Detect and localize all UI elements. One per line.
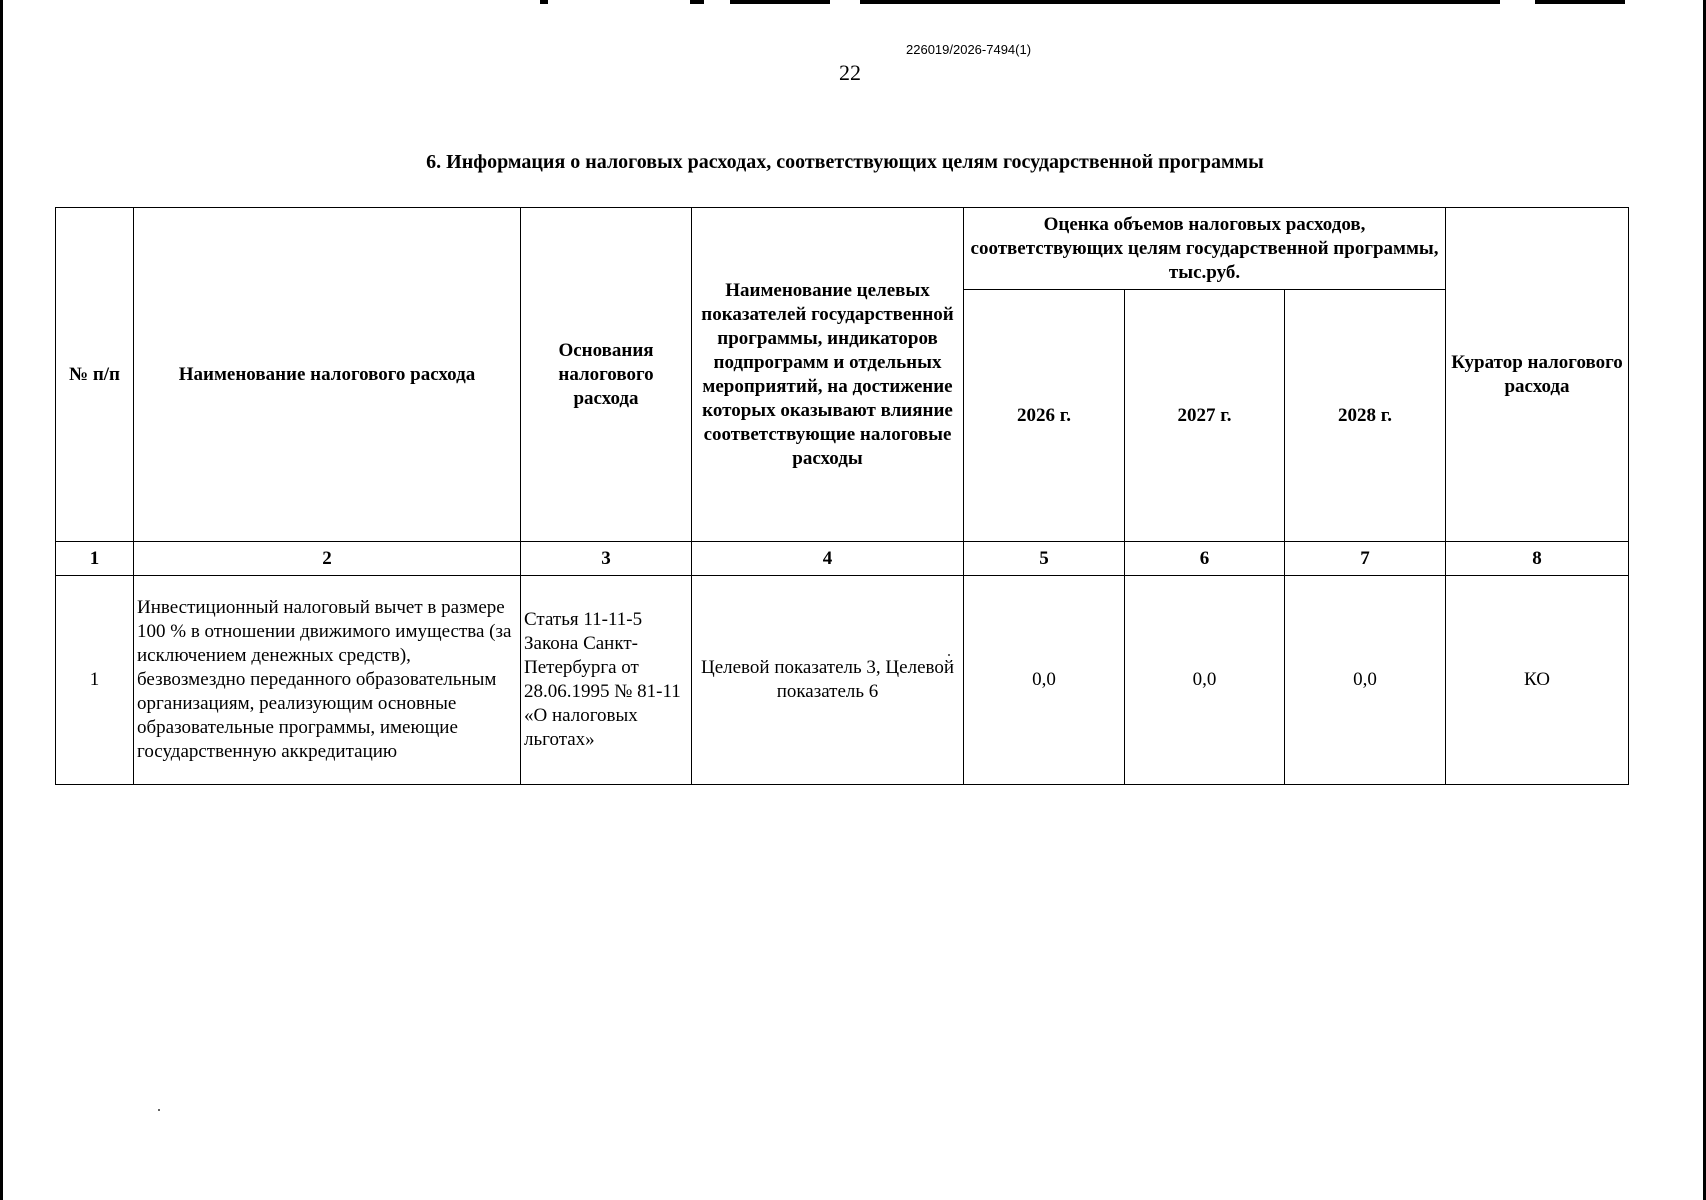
row-curator: КО xyxy=(1446,576,1629,785)
header-estimate-group: Оценка объемов налоговых расходов, соответствующих целям государственной программы, тыс.руб. xyxy=(964,208,1446,290)
column-number-row xyxy=(56,542,1629,576)
scan-speck xyxy=(158,1109,160,1111)
scan-top-mark xyxy=(860,0,1500,4)
column-number: 1 xyxy=(56,542,134,576)
header-name: Наименование налогового расхода xyxy=(134,208,521,542)
table-row xyxy=(56,576,1629,785)
header-year-1: 2026 г. xyxy=(964,290,1125,542)
tax-expenditure-table xyxy=(55,207,1629,785)
page-number: 22 xyxy=(839,60,861,85)
table-header-row xyxy=(56,208,1629,290)
document-id: 226019/2026-7494(1) xyxy=(906,42,1032,57)
header-curator: Куратор налогового расхода xyxy=(1446,208,1629,542)
scan-top-mark xyxy=(730,0,830,4)
row-year-3-value: 0,0 xyxy=(1285,576,1446,785)
scan-top-mark xyxy=(690,0,704,4)
scan-speck xyxy=(948,654,950,656)
header-num: № п/п xyxy=(56,208,134,542)
section-title: 6. Информация о налоговых расходах, соответствующих целям государственной программы xyxy=(426,151,1264,173)
row-year-2-value: 0,0 xyxy=(1125,576,1285,785)
header-indicators: Наименование целевых показателей государственной программы, индикаторов подпрограмм и отдельных мероприятий, на достижение которых оказывают влияние соответствующие налоговые расходы xyxy=(692,208,964,542)
column-number: 7 xyxy=(1285,542,1446,576)
column-number: 2 xyxy=(134,542,521,576)
row-num: 1 xyxy=(56,576,134,785)
column-number: 6 xyxy=(1125,542,1285,576)
scan-top-mark xyxy=(1535,0,1625,4)
header-basis: Основания налогового расхода xyxy=(521,208,692,542)
row-year-1-value: 0,0 xyxy=(964,576,1125,785)
header-year-2: 2027 г. xyxy=(1125,290,1285,542)
row-name: Инвестиционный налоговый вычет в размере 100 % в отношении движимого имущества (за исключением денежных средств), безвозмездно переданного образовательным организациям, реализующим основные образовательные программы, имеющие государственную аккредитацию xyxy=(134,576,521,785)
row-indicators: Целевой показатель 3, Целевой показатель 6 xyxy=(692,576,964,785)
scan-edge-left xyxy=(0,0,3,1200)
row-basis: Статья 11-11-5 Закона Санкт-Петербурга от 28.06.1995 № 81-11 «О налоговых льготах» xyxy=(521,576,692,785)
column-number: 3 xyxy=(521,542,692,576)
header-year-3: 2028 г. xyxy=(1285,290,1446,542)
column-number: 5 xyxy=(964,542,1125,576)
scan-top-mark xyxy=(540,0,548,4)
column-number: 4 xyxy=(692,542,964,576)
column-number: 8 xyxy=(1446,542,1629,576)
